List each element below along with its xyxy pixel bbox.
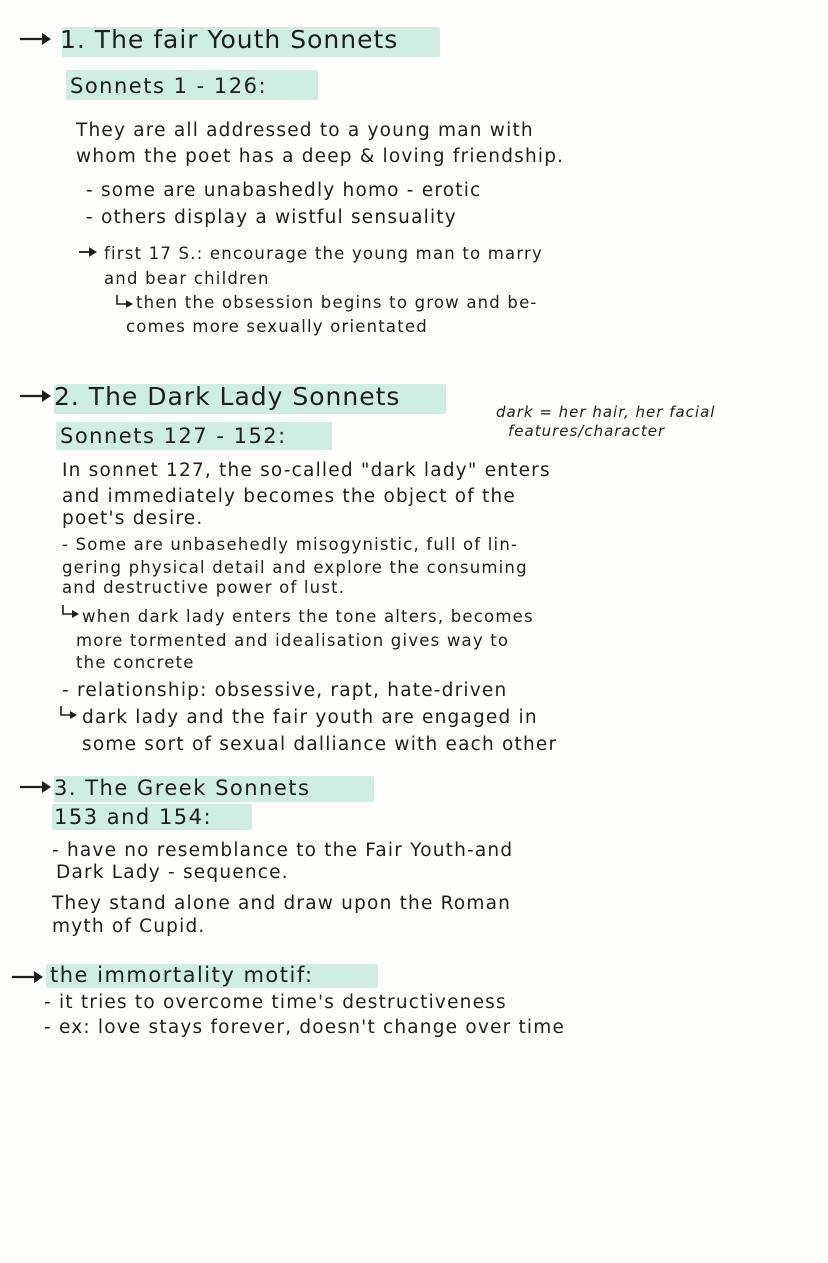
section1-heading: 1. The fair Youth Sonnets	[60, 25, 399, 54]
curved-arrow-icon	[58, 705, 78, 721]
section3-heading: 3. The Greek Sonnets	[54, 776, 311, 800]
section2-line-5: gering physical detail and explore the consuming	[62, 558, 528, 577]
section1-line-5: first 17 S.: encourage the young man to marry	[104, 244, 543, 263]
section2-line-12: some sort of sexual dalliance with each other	[82, 734, 558, 755]
section2-line-6: and destructive power of lust.	[62, 578, 346, 597]
sidenote-line-1: dark = her hair, her facial	[496, 403, 716, 421]
section4-line-2: - ex: love stays forever, doesn't change over time	[44, 1017, 566, 1038]
right-arrow-icon	[18, 778, 52, 796]
small-right-arrow-icon	[78, 245, 98, 259]
section2-line-4: - Some are unbasehedly misogynistic, full of lin-	[62, 535, 519, 554]
section2-line-8: more tormented and idealisation gives way to	[76, 631, 510, 650]
section1-line-2: whom the poet has a deep & loving friendship.	[76, 146, 565, 167]
section1-line-4: - others display a wistful sensuality	[86, 207, 457, 228]
section3-line-1: - have no resemblance to the Fair Youth-and	[52, 840, 514, 861]
section2-line-3: poet's desire.	[62, 508, 204, 529]
section1-subheading: Sonnets 1 - 126:	[70, 74, 268, 98]
section4-line-1: - it tries to overcome time's destructiveness	[44, 992, 507, 1013]
section3-line-4: myth of Cupid.	[52, 916, 206, 937]
right-arrow-icon	[18, 30, 52, 48]
right-arrow-icon	[18, 387, 52, 405]
section2-line-7: when dark lady enters the tone alters, becomes	[82, 607, 534, 626]
sidenote-line-2: features/character	[508, 422, 666, 440]
section2-line-11: dark lady and the fair youth are engaged in	[82, 707, 538, 728]
curved-arrow-icon	[60, 604, 80, 620]
right-arrow-icon	[10, 968, 44, 986]
section1-line-6: and bear children	[104, 269, 270, 288]
section1-line-3: - some are unabashedly homo - erotic	[86, 180, 482, 201]
section3-subheading: 153 and 154:	[54, 805, 213, 829]
section2-heading: 2. The Dark Lady Sonnets	[54, 382, 401, 411]
section4-heading: the immortality motif:	[50, 963, 314, 987]
section1-line-7: then the obsession begins to grow and be-	[136, 293, 538, 312]
section2-subheading: Sonnets 127 - 152:	[60, 424, 287, 448]
curved-arrow-icon	[114, 294, 134, 310]
section3-line-2: Dark Lady - sequence.	[56, 862, 289, 883]
section2-line-10: - relationship: obsessive, rapt, hate-driven	[62, 680, 508, 701]
section1-line-1: They are all addressed to a young man with	[76, 120, 534, 141]
section2-line-2: and immediately becomes the object of the	[62, 486, 517, 507]
section3-line-3: They stand alone and draw upon the Roman	[52, 893, 512, 914]
section1-line-8: comes more sexually orientated	[126, 317, 428, 336]
section2-line-9: the concrete	[76, 653, 195, 672]
section2-line-1: In sonnet 127, the so-called "dark lady" enters	[62, 460, 551, 481]
